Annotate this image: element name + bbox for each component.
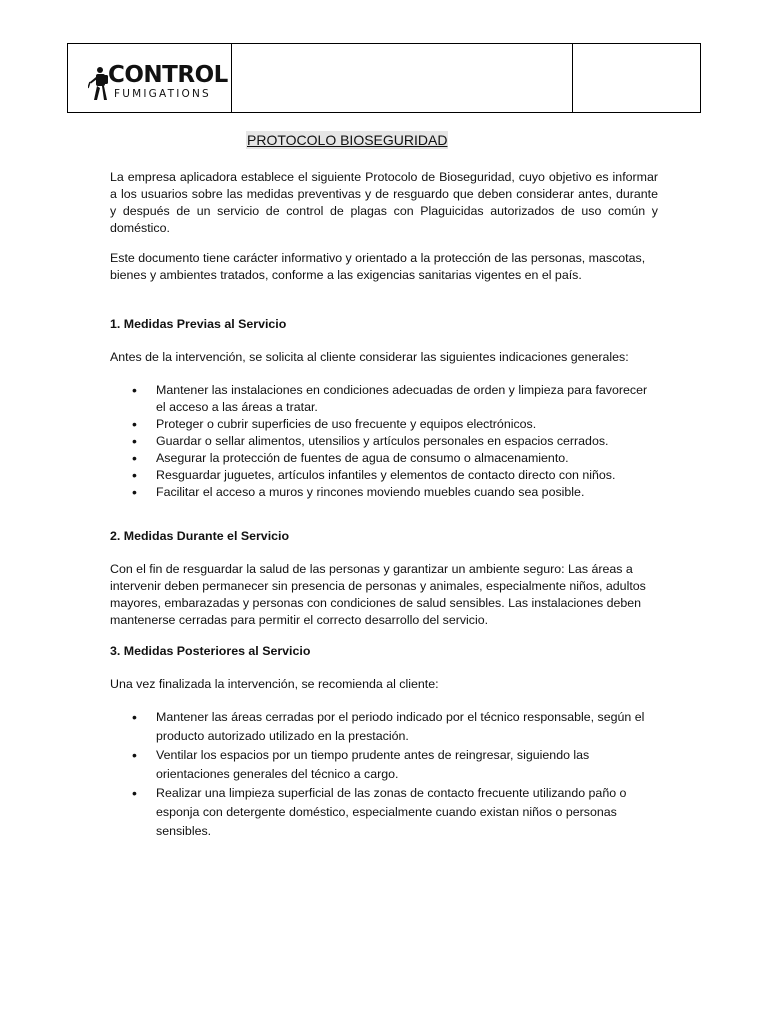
list-item: [110, 708, 658, 746]
section-3-lead: Una vez finalizada la intervención, se recomienda al cliente:: [110, 677, 439, 691]
section-1-lead: Antes de la intervención, se solicita al cliente considerar las siguientes indicaciones generales:: [110, 350, 629, 364]
company-logo: [88, 64, 228, 100]
header-table: [67, 43, 701, 113]
section-2-heading: 2. Medidas Durante el Servicio: [110, 529, 290, 543]
bullet-icon: •: [132, 785, 137, 801]
header-logo-cell: [68, 44, 232, 112]
list-item: [110, 416, 658, 433]
section-2-body: Con el fin de resguardar la salud de las personas y garantizar un ambiente seguro: Las áreas a intervenir deben permanecer sin presencia de personas y animales, especialmente niños, adultos mayores, embarazadas y personas con condiciones de salud sensibles. Las instalaciones deben mantenerse cerradas para permitir el correcto desarrollo del servicio.: [110, 562, 646, 627]
intro-paragraph-2: Este documento tiene carácter informativo y orientado a la protección de las personas, mascotas, bienes y ambientes tratados, conforme a las exigencias sanitarias vigentes en el país.: [110, 251, 646, 282]
list-item-text: Ventilar los espacios por un tiempo prudente antes de reingresar, siguiendo las orientaciones generales del técnico a cargo.: [156, 748, 590, 781]
list-item-text: Proteger o cubrir superficies de uso frecuente y equipos electrónicos.: [156, 417, 537, 431]
list-item-text: Guardar o sellar alimentos, utensilios y artículos personales en espacios cerrados.: [156, 434, 609, 448]
fumigator-figure-icon: [88, 66, 110, 102]
bullet-icon: •: [132, 416, 137, 432]
list-item: [110, 784, 658, 841]
list-item: [110, 382, 658, 416]
bullet-icon: •: [132, 450, 137, 466]
header-right-cell: [573, 44, 700, 112]
list-item: [110, 484, 658, 501]
list-item-text: Mantener las áreas cerradas por el periodo indicado por el técnico responsable, según el producto autorizado utilizado en la prestación.: [156, 710, 645, 743]
list-item-text: Resguardar juguetes, artículos infantiles y elementos de contacto directo con niños.: [156, 468, 616, 482]
bullet-icon: •: [132, 467, 137, 483]
bullet-icon: •: [132, 747, 137, 763]
section-1-list: [110, 382, 658, 501]
list-item: [110, 433, 658, 450]
list-item-text: Realizar una limpieza superficial de las zonas de contacto frecuente utilizando paño o esponja con detergente doméstico, especialmente cuando existan niños o personas sensibles.: [156, 786, 627, 838]
header-middle-cell: [232, 44, 573, 112]
section-3-list: [110, 708, 658, 841]
logo-sub-text: FUMIGATIONS: [114, 88, 211, 100]
list-item: [110, 746, 658, 784]
bullet-icon: •: [132, 382, 137, 398]
intro-paragraph-1: La empresa aplicadora establece el siguiente Protocolo de Bioseguridad, cuyo objetivo es informar a los usuarios sobre las medidas preventivas y de resguardo que deben considerar antes, durante y después de un servicio de control de plagas con Plaguicidas autorizados de uso común y doméstico.: [110, 170, 658, 235]
bullet-icon: •: [132, 709, 137, 725]
list-item: [110, 467, 658, 484]
list-item: [110, 450, 658, 467]
list-item-text: Mantener las instalaciones en condiciones adecuadas de orden y limpieza para favorecer el acceso a las áreas a tratar.: [156, 383, 648, 414]
section-3-heading: 3. Medidas Posteriores al Servicio: [110, 644, 311, 658]
list-item-text: Facilitar el acceso a muros y rincones moviendo muebles cuando sea posible.: [156, 485, 585, 499]
bullet-icon: •: [132, 484, 137, 500]
document-title: PROTOCOLO BIOSEGURIDAD: [247, 132, 448, 148]
bullet-icon: •: [132, 433, 137, 449]
section-1-heading: 1. Medidas Previas al Servicio: [110, 317, 287, 331]
list-item-text: Asegurar la protección de fuentes de agua de consumo o almacenamiento.: [156, 451, 569, 465]
logo-main-text: CONTROL: [108, 62, 228, 88]
